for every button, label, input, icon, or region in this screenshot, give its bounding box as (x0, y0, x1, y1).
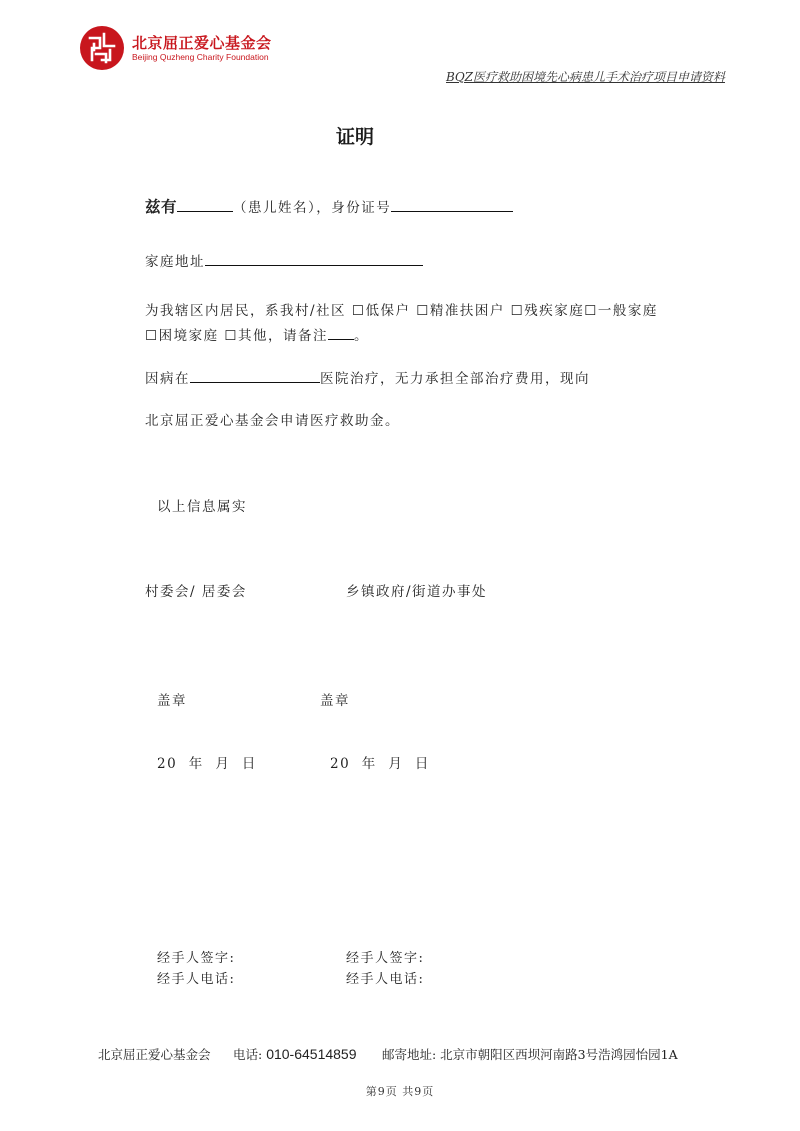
footer-org-name: 北京屈正爱心基金会 (98, 1047, 211, 1062)
checkbox-targeted-poverty[interactable]: ☐精准扶困户 (416, 303, 505, 319)
township-government-label: 乡镇政府/街道办事处 (346, 584, 488, 600)
home-address-label: 家庭地址 (145, 254, 205, 270)
checkbox-ordinary-family[interactable]: ☐一般家庭 (584, 303, 658, 319)
id-number-field[interactable] (391, 197, 513, 212)
hospital-prefix: 因病在 (145, 371, 190, 387)
checkbox-low-income[interactable]: ☐低保户 (351, 303, 411, 319)
foundation-logo (78, 24, 272, 72)
date-left: 20 年 月 日 (157, 756, 257, 772)
seal-label-left: 盖章 (157, 693, 187, 709)
handler-signature-left: 经手人签字: (157, 951, 236, 966)
application-statement: 北京屈正爱心基金会申请医疗救助金。 (145, 413, 400, 429)
footer-address: 邮寄地址: 北京市朝阳区西坝河南路3号浩鸿园怡园1A (382, 1047, 678, 1062)
hospital-suffix: 医院治疗，无力承担全部治疗费用，现向 (320, 371, 590, 387)
hospital-name-field[interactable] (190, 368, 320, 383)
checkbox-disabled-family[interactable]: ☐残疾家庭 (510, 303, 585, 319)
seal-label-right: 盖章 (320, 693, 350, 709)
patient-name-line (145, 195, 513, 217)
footer-phone-number: 010-64514859 (266, 1046, 357, 1062)
document-title: 证明 (335, 126, 374, 148)
other-remark-field[interactable] (328, 325, 354, 340)
home-address-line (145, 250, 423, 270)
checkbox-hardship-family[interactable]: ☐困境家庭 (145, 328, 219, 344)
household-status-line (145, 299, 658, 319)
project-title: BQZ医疗救助困境先心病患儿手术治疗项目申请资料 (446, 70, 725, 84)
intro-prefix: 兹有 (145, 198, 178, 216)
page-number: 第9页 共9页 (365, 1085, 435, 1098)
checkbox-other[interactable]: ☐其他，请备注 (224, 328, 329, 344)
logo-chinese-name: 北京屈正爱心基金会 (132, 33, 272, 52)
patient-name-field[interactable] (177, 197, 233, 212)
footer-phone-label: 电话: (233, 1047, 267, 1062)
handler-phone-right: 经手人电话: (346, 972, 425, 987)
foundation-logo-icon (78, 24, 126, 72)
village-committee-label: 村委会/ 居委会 (145, 584, 247, 600)
footer-phone (233, 1045, 357, 1063)
confirmation-text: 以上信息属实 (157, 499, 247, 515)
logo-english-name: Beijing Quzheng Charity Foundation (132, 51, 269, 62)
date-right: 20 年 月 日 (330, 756, 430, 772)
hospital-line (145, 367, 590, 387)
household-status-line-2 (145, 324, 369, 344)
period: 。 (354, 328, 370, 344)
patient-name-hint: （患儿姓名），身份证号 (233, 200, 392, 216)
handler-signature-right: 经手人签字: (346, 951, 425, 966)
home-address-field[interactable] (205, 251, 423, 266)
handler-phone-left: 经手人电话: (157, 972, 236, 987)
residency-text: 为我辖区内居民，系我村/社区 (145, 303, 347, 319)
